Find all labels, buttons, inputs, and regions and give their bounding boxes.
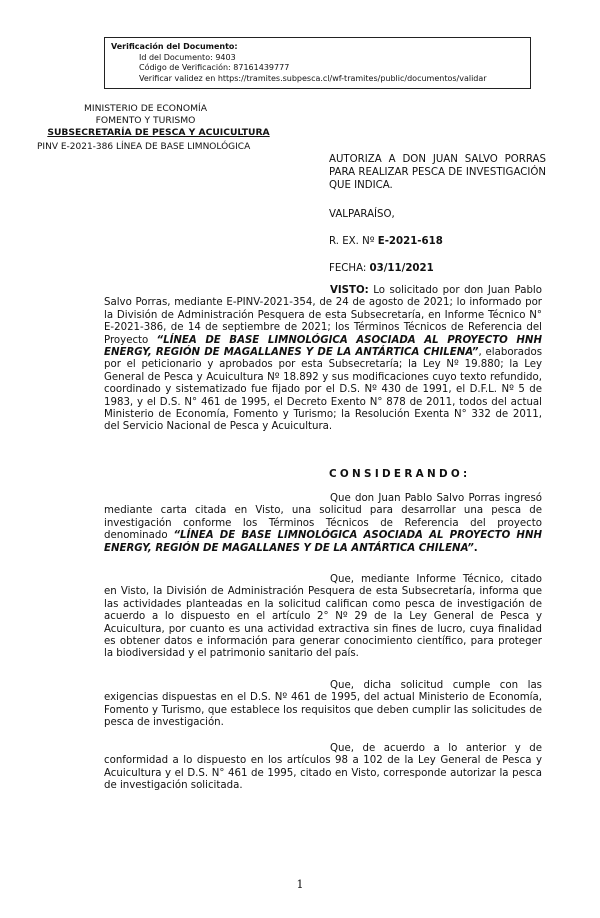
considerando-2 bbox=[104, 574, 542, 661]
visto-label: VISTO: bbox=[330, 285, 369, 296]
c1-project-name: “LÍNEA DE BASE LIMNOLÓGICA ASOCIADA AL PROYECTO HNH ENERGY, REGIÓN DE MAGALLANES Y DE LA ANTÁRTICA CHILENA” bbox=[104, 530, 542, 554]
ministry-name-2: FOMENTO Y TURISMO bbox=[95, 115, 196, 126]
considerando-3 bbox=[104, 680, 542, 730]
c2-text: Que, mediante Informe Técnico, citado en Visto, la División de Administración Pesquera de esta Subsecretaría, informa que las actividades planteadas en la solicitud califican como pesca de investigación de acuerdo a lo dispuesto en el artículo 2° Nº 29 de la Ley General de Pesca y Acuicultura, por cuanto es una actividad extractiva sin fines de lucro, cuya finalidad es obtener datos e información para generar conocimiento científico, para proteger la biodiversidad y el patrimonio sanitario del país. bbox=[104, 574, 542, 660]
verification-title: Verificación del Documento: bbox=[111, 42, 238, 51]
verification-doc-id: • Id del Documento: 9403 bbox=[139, 53, 524, 64]
c3-text: Que, dicha solicitud cumple con las exigencias dispuestas en el D.S. Nº 461 de 1995, del actual Ministerio de Economía, Fomento y Turismo, que establece los requisitos que deben cumplir las solicitudes de pesca de investigación. bbox=[104, 680, 542, 729]
c1-text-2: . bbox=[473, 542, 478, 554]
visto-text-1: Lo solicitado por don Juan Pablo Salvo Porras, mediante E-PINV-2021-354, de 24 de agosto de 2021; lo informado por la División de Administración Pesquera de esta Subsecretaría, en Informe Técnico N° E-2021-386, de 14 de septiembre de 2021; los Términos Técnicos de Referencia del Proyecto bbox=[104, 285, 542, 346]
resolution-date bbox=[329, 262, 546, 275]
verification-url: • Verificar validez en https://tramites.subpesca.cl/wf-tramites/public/documentos/validar bbox=[139, 74, 524, 85]
verification-code: • Código de Verificación: 87161439777 bbox=[139, 63, 524, 74]
visto-paragraph bbox=[104, 285, 542, 434]
visto-project-name: “LÍNEA DE BASE LIMNOLÓGICA ASOCIADA AL PROYECTO HNH ENERGY, REGIÓN DE MAGALLANES Y DE LA ANTÁRTICA CHILENA” bbox=[104, 334, 542, 359]
visto-text-2: , elaborados por el peticionario y aprobados por esta Subsecretaría; la Ley Nº 19.880; la Ley General de Pesca y Acuicultura Nº 18.892 y sus modificaciones cuyo texto refundido, coordinado y sistematizado fue fijado por el D.S. Nº 430 de 1991, el D.F.L. Nº 5 de 1983, y el D.S. N° 461 de 1995, el Decreto Exento N° 878 de 2011, todos del actual Ministerio de Economía, Fomento y Turismo; la Resolución Exenta N° 332 de 2011, del Servicio Nacional de Pesca y Acuicultura. bbox=[104, 347, 542, 433]
subsecretaria-name: SUBSECRETARÍA DE PESCA Y ACUICULTURA bbox=[47, 127, 270, 138]
date-value: 03/11/2021 bbox=[369, 263, 434, 274]
verification-box bbox=[104, 37, 531, 89]
pinv-reference: PINV E-2021-386 LÍNEA DE BASE LIMNOLÓGICA bbox=[37, 142, 251, 152]
considerando-heading: CONSIDERANDO: bbox=[329, 468, 471, 480]
verification-list bbox=[111, 53, 524, 85]
c1-text-1: Que don Juan Pablo Salvo Porras ingresó mediante carta citada en Visto, una solicitud para desarrollar una pesca de investigación conforme los Términos Técnicos de Referencia del proyecto denominado bbox=[104, 493, 542, 542]
resolution-number bbox=[329, 235, 546, 248]
resolution-label: R. EX. Nº bbox=[329, 236, 378, 247]
page-number: 1 bbox=[296, 878, 304, 891]
resolution-title: AUTORIZA A DON JUAN SALVO PORRAS PARA REALIZAR PESCA DE INVESTIGACIÓN QUE INDICA. bbox=[329, 154, 546, 191]
c4-text: Que, de acuerdo a lo anterior y de conformidad a lo dispuesto en los artículos 98 a 102 de la Ley General de Pesca y Acuicultura y el D.S. N° 461 de 1995, citado en Visto, corresponde autorizar la pesca de investigación solicitada. bbox=[104, 743, 542, 792]
considerando-1 bbox=[104, 493, 542, 555]
ministry-name: MINISTERIO DE ECONOMÍA bbox=[84, 103, 207, 114]
resolution-number-value: E-2021-618 bbox=[377, 236, 443, 247]
date-label: FECHA: bbox=[329, 263, 370, 274]
considerando-4 bbox=[104, 743, 542, 793]
city: VALPARAÍSO, bbox=[329, 209, 395, 220]
